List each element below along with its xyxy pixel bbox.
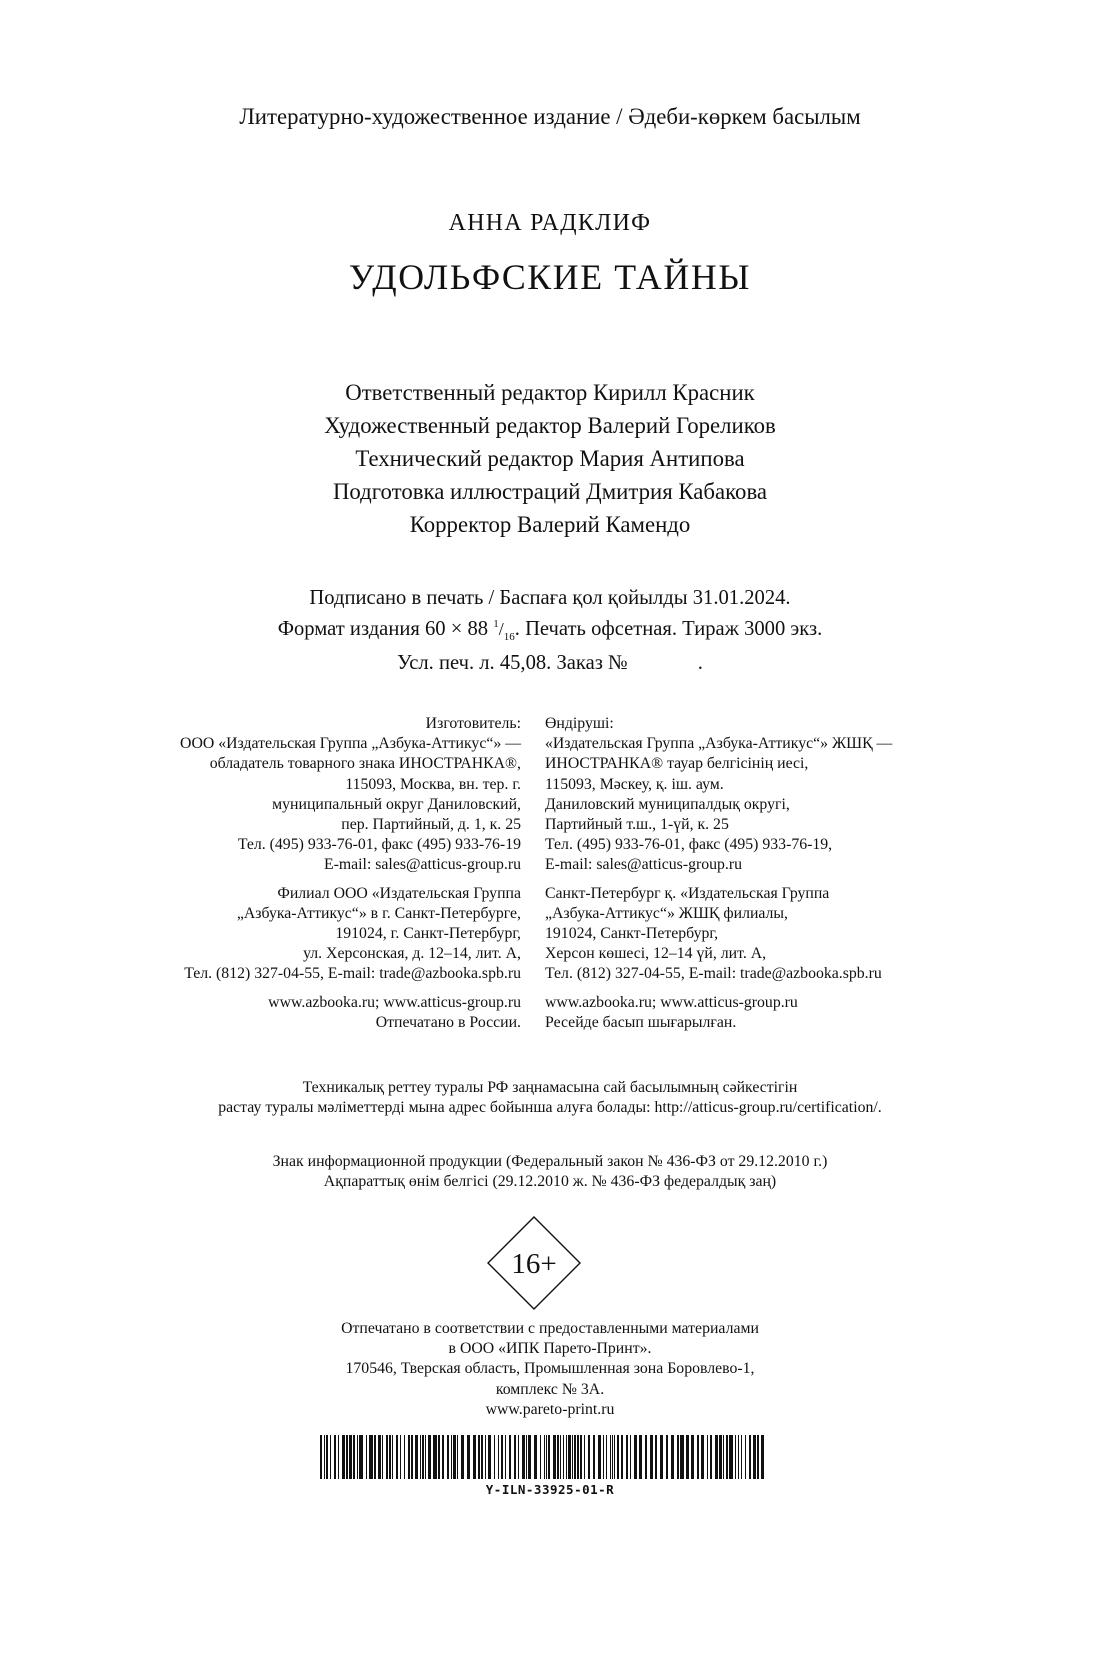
barcode-bar	[453, 1435, 456, 1479]
barcode-bar	[612, 1435, 613, 1479]
barcode-bar	[577, 1435, 579, 1479]
barcode-bar	[467, 1435, 470, 1479]
barcode-label: Y-ILN-33925-01-R	[485, 1482, 615, 1497]
barcode-bar	[411, 1435, 413, 1479]
barcode-bar	[526, 1435, 527, 1479]
barcode-bar	[588, 1435, 590, 1479]
barcode-bar	[522, 1435, 525, 1479]
barcode-bar	[745, 1435, 746, 1479]
barcode-bar	[610, 1435, 611, 1479]
barcode-bar	[425, 1435, 426, 1479]
barcode-bar	[566, 1435, 567, 1479]
barcode-bar	[494, 1435, 495, 1479]
barcode-bar	[680, 1435, 684, 1479]
edition-type: Литературно-художественное издание / Әдеби-көркем басылым	[239, 104, 861, 129]
barcode-bar	[433, 1435, 437, 1479]
barcode-bar	[715, 1435, 718, 1479]
barcode-bar	[726, 1435, 728, 1479]
barcode-bar	[485, 1435, 486, 1479]
barcode-bar	[420, 1435, 421, 1479]
barcode-bar	[481, 1435, 483, 1479]
barcode-bar	[593, 1435, 595, 1479]
barcode-bar	[630, 1435, 631, 1479]
barcode-bar	[369, 1435, 373, 1479]
barcode-bar	[557, 1435, 559, 1479]
barcode-bar	[514, 1435, 516, 1479]
barcode	[320, 1435, 770, 1479]
barcode-bar	[392, 1435, 393, 1479]
barcode-bar	[544, 1435, 545, 1479]
format-line: Формат издания 60 × 88 $^1/_{16}$. Печать офсетная. Тираж 3000 экз.	[277, 618, 823, 643]
print-info	[0, 585, 1100, 676]
printed-by: Отпечатано в соответствии с предоставленными материалами в ООО «ИПК Парето-Принт». 170546, Тверская область, Промышленная зона Боровлево-1, комплекс № 3А. www.pareto-print.ru	[341, 1320, 759, 1418]
barcode-bar	[671, 1435, 674, 1479]
barcode-bar	[546, 1435, 547, 1479]
barcode-bar	[518, 1435, 519, 1479]
barcode-bar	[621, 1435, 623, 1479]
credit-line: Художественный редактор Валерий Гореликов	[324, 413, 776, 438]
barcode-bar	[534, 1435, 537, 1479]
barcode-bar	[639, 1435, 642, 1479]
barcode-bar	[548, 1435, 550, 1479]
barcode-bar	[447, 1435, 449, 1479]
barcode-bar	[655, 1435, 657, 1479]
barcode-bar	[366, 1435, 367, 1479]
manufacturer-ru-web: www.azbooka.ru; www.atticus-group.ru Отпечатано в России.	[268, 993, 521, 1031]
barcode-bar	[666, 1435, 668, 1479]
barcode-bar	[761, 1435, 764, 1479]
barcode-bar	[723, 1435, 724, 1479]
manufacturer-ru-main: Изготовитель: ООО «Издательская Группа „Азбука-Аттикус“» — обладатель товарного знака ИНОСТРАНКА®, 115093, Москва, вн. тер. г. муниципальный округ Даниловский, пер. Партийный, д. 1, к. 25 Тел. (495) 933-76-01, факс (495) 933-76-19 E-mail: sales@atticus-group.ru	[180, 715, 521, 874]
barcode-bar	[396, 1435, 398, 1479]
barcode-bar	[357, 1435, 358, 1479]
barcode-bar	[505, 1435, 506, 1479]
barcode-bar	[710, 1435, 712, 1479]
barcode-bar	[338, 1435, 339, 1479]
credits-block	[0, 376, 1100, 541]
sheets-order-line: Усл. печ. л. 45,08. Заказ № .	[397, 652, 703, 674]
manufacturer-kz-web: www.azbooka.ru; www.atticus-group.ru Ресейде басып шығарылған.	[545, 993, 798, 1031]
barcode-bar	[320, 1435, 322, 1479]
barcode-bar	[528, 1435, 531, 1479]
barcode-bar	[342, 1435, 345, 1479]
barcode-bar	[757, 1435, 759, 1479]
barcode-bar	[741, 1435, 742, 1479]
barcode-bar	[353, 1435, 355, 1479]
barcode-bar	[382, 1435, 383, 1479]
barcode-bar	[707, 1435, 708, 1479]
barcode-bar	[691, 1435, 694, 1479]
barcode-bar	[461, 1435, 464, 1479]
signed-to-print: Подписано в печать / Баспаға қол қойылды 31.01.2024.	[309, 587, 791, 609]
barcode-bar	[735, 1435, 736, 1479]
barcode-bar	[326, 1435, 328, 1479]
barcode-bar	[634, 1435, 637, 1479]
barcode-bar	[553, 1435, 556, 1479]
barcode-bar	[598, 1435, 601, 1479]
credit-line: Технический редактор Мария Антипова	[355, 446, 745, 471]
barcode-bar	[572, 1435, 573, 1479]
barcode-bar	[614, 1435, 615, 1479]
manufacturer-ru-branch: Филиал ООО «Издательская Группа „Азбука-Аттикус“» в г. Санкт-Петербурге, 191024, г. Санкт-Петербург, ул. Херсонская, д. 12–14, лит. А, Тел. (812) 327-04-55, E-mail: trade@azbooka.spb.ru	[184, 884, 521, 983]
barcode-bar	[509, 1435, 511, 1479]
barcode-bar	[473, 1435, 476, 1479]
manufacturer-ru-column	[180, 714, 521, 1041]
manufacturer-kz-column	[545, 714, 892, 1041]
barcode-bar	[645, 1435, 647, 1479]
barcode-bar	[330, 1435, 331, 1479]
barcode-bar	[457, 1435, 458, 1479]
barcode-bar	[738, 1435, 739, 1479]
barcode-bar	[584, 1435, 585, 1479]
info-product-sign: Знак информационной продукции (Федеральный закон № 436-ФЗ от 29.12.2010 г.) Ақпараттық өнім белгісі (29.12.2010 ж. № 436-ФЗ федералдық заң)	[272, 1153, 828, 1191]
barcode-bar	[359, 1435, 363, 1479]
barcode-bar	[719, 1435, 722, 1479]
barcode-bar	[488, 1435, 491, 1479]
barcode-bar	[386, 1435, 388, 1479]
barcode-bar	[626, 1435, 628, 1479]
barcode-bar	[442, 1435, 444, 1479]
credit-line: Подготовка иллюстраций Дмитрия Кабакова	[332, 479, 768, 504]
barcode-bar	[568, 1435, 571, 1479]
manufacturer-kz-main: Өндіруші: «Издательская Группа „Азбука-Аттикус“» ЖШҚ — ИНОСТРАНКА® тауар белгісінің иесі, 115093, Мәскеу, қ. іш. аум. Даниловский муниципалдық округі, Партийный т.ш., 1-үй, к. 25 Тел. (495) 933-76-01, факс (495) 933-76-19, E-mail: sales@atticus-group.ru	[545, 715, 893, 874]
barcode-bar	[574, 1435, 576, 1479]
barcode-bar	[478, 1435, 480, 1479]
barcode-bar	[749, 1435, 751, 1479]
credit-line: Корректор Валерий Камендо	[409, 512, 691, 537]
barcode-bar	[498, 1435, 499, 1479]
barcode-bar	[701, 1435, 704, 1479]
barcode-bar	[428, 1435, 431, 1479]
barcode-bar	[451, 1435, 452, 1479]
barcode-bar	[753, 1435, 756, 1479]
age-rating-diamond	[486, 1215, 582, 1311]
barcode-bar	[686, 1435, 689, 1479]
barcode-bar	[650, 1435, 653, 1479]
manufacturer-kz-branch: Санкт-Петербург қ. «Издательская Группа „Азбука-Аттикус“» ЖШҚ филиалы, 191024, Санкт-Петербург, Херсон көшесі, 12–14 үй, лит. А, Тел. (812) 327-04-55, E-mail: trade@azbooka.spb.ru	[545, 884, 882, 983]
barcode-bar	[374, 1435, 376, 1479]
barcode-bar	[560, 1435, 561, 1479]
barcode-bar	[660, 1435, 663, 1479]
barcode-bar	[603, 1435, 604, 1479]
barcode-bar	[617, 1435, 619, 1479]
barcode-bar	[729, 1435, 733, 1479]
credit-line: Ответственный редактор Кирилл Красник	[345, 380, 755, 405]
barcode-bar	[400, 1435, 401, 1479]
barcode-bar	[349, 1435, 352, 1479]
barcode-bar	[378, 1435, 381, 1479]
author-name: АННА РАДКЛИФ	[448, 210, 652, 236]
barcode-bar	[501, 1435, 503, 1479]
certification-notice: Техникалық реттеу туралы РФ заңнамасына сай басылымның сәйкестігін растау туралы мәліметтерді мына адрес бойынша алуға болады: http://atticus-group.ru/certification/.	[218, 1079, 882, 1117]
barcode-bar	[606, 1435, 607, 1479]
barcode-bar	[677, 1435, 679, 1479]
barcode-bar	[422, 1435, 424, 1479]
barcode-bar	[389, 1435, 391, 1479]
barcode-bar	[346, 1435, 348, 1479]
barcode-bar	[334, 1435, 336, 1479]
barcode-bar	[540, 1435, 541, 1479]
barcode-bar	[563, 1435, 564, 1479]
age-rating-label: 16+	[511, 1248, 557, 1280]
barcode-bar	[697, 1435, 699, 1479]
barcode-bar	[408, 1435, 410, 1479]
book-title: УДОЛЬФСКИЕ ТАЙНЫ	[348, 257, 752, 297]
barcode-bar	[404, 1435, 405, 1479]
barcode-bar	[324, 1435, 325, 1479]
barcode-bar	[415, 1435, 418, 1479]
barcode-bar	[580, 1435, 582, 1479]
barcode-bar	[438, 1435, 440, 1479]
